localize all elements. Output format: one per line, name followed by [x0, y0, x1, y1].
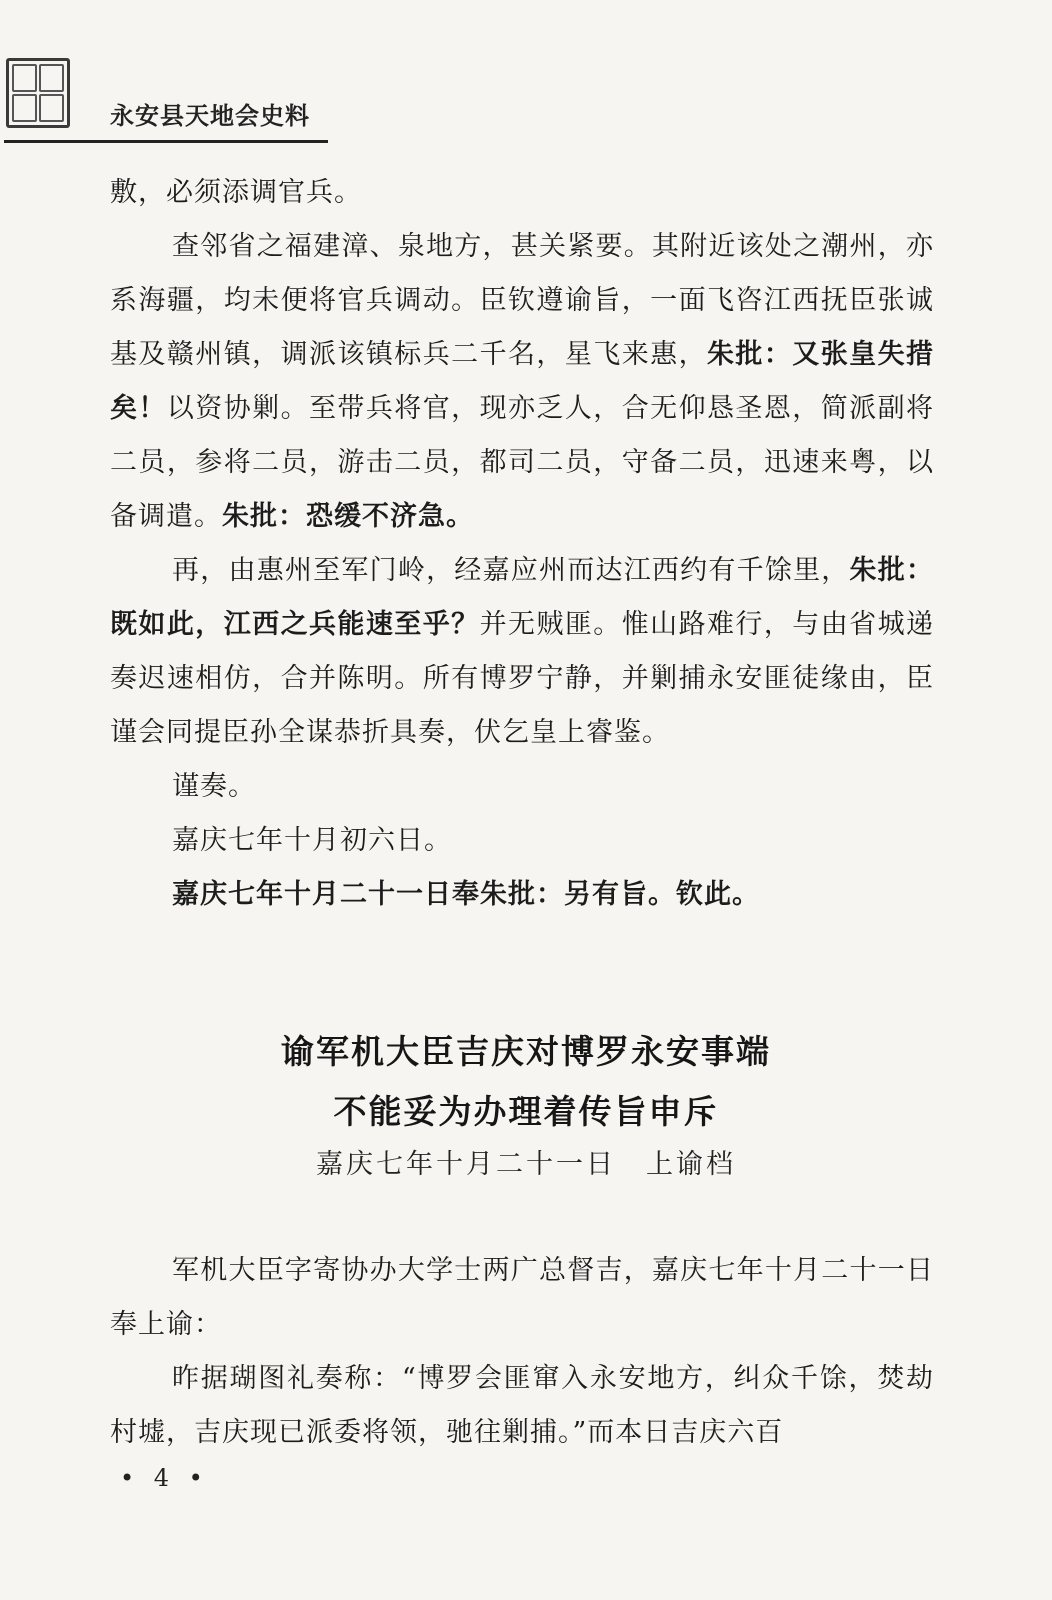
paragraph — [110, 166, 934, 220]
paragraph-text: 并无贼匪。惟山路难行，与由省城递奏迟速相仿，合并陈明。所有博罗宁静，并剿捕永安匪徒缘由，臣谨会同提臣孙全谋恭折具奏，伏乞皇上睿鉴。 — [110, 609, 935, 748]
paragraph-text: 查邻省之福建漳、泉地方，甚关紧要。其附近该处之潮州，亦系海疆，均未便将官兵调动。臣钦遵谕旨，一面飞咨江西抚臣张诚基及赣州镇，调派该镇标兵二千名，星飞来惠， — [110, 231, 934, 370]
paragraph-text: 昨据瑚图礼奏称：“博罗会匪窜入永安地方，纠众千馀，焚劫村墟，吉庆现已派委将领，驰往剿捕。”而本日吉庆六百 — [110, 1363, 934, 1448]
paragraph-text: 谨奏。 — [172, 771, 256, 802]
paragraph-text: 嘉庆七年十月初六日。 — [172, 825, 452, 856]
page-number: • 4 • — [120, 1464, 209, 1492]
seal-logo-icon — [6, 58, 70, 128]
running-title: 永安县天地会史料 — [110, 102, 310, 130]
memorial-text — [110, 166, 934, 922]
paragraph — [110, 814, 934, 868]
vermilion-rescript: 嘉庆七年十月二十一日奉朱批：另有旨。钦此。 — [172, 879, 760, 910]
paragraph — [110, 868, 934, 922]
section-title-line-1: 谕军机大臣吉庆对博罗永安事端 — [281, 1032, 771, 1071]
section-subtitle: 嘉庆七年十月二十一日 上谕档 — [316, 1149, 736, 1180]
paragraph — [110, 1352, 934, 1460]
section-title-line-2: 不能妥为办理着传旨申斥 — [333, 1092, 719, 1131]
edict-text — [110, 1244, 934, 1460]
paragraph — [110, 544, 934, 760]
vermilion-rescript: 朱批：又张皇失措矣！ — [110, 339, 934, 424]
paragraph — [110, 760, 934, 814]
paragraph — [110, 1244, 934, 1352]
paragraph-text: 军机大臣字寄协办大学士两广总督吉，嘉庆七年十月二十一日奉上谕： — [110, 1255, 934, 1340]
vermilion-rescript: 朱批：恐缓不济急。 — [222, 501, 474, 532]
vermilion-rescript: 朱批：既如此，江西之兵能速至乎？ — [110, 555, 935, 640]
paragraph-text: 以资协剿。至带兵将官，现亦乏人，合无仰恳圣恩，简派副将二员，参将二员，游击二员，都司二员，守备二员，迅速来粤，以备调遣。 — [110, 393, 935, 532]
paragraph-text: 敷，必须添调官兵。 — [110, 177, 362, 208]
paragraph — [110, 220, 934, 544]
header-rule — [4, 140, 328, 143]
paragraph-text: 再，由惠州至军门岭，经嘉应州而达江西约有千馀里， — [172, 555, 850, 586]
